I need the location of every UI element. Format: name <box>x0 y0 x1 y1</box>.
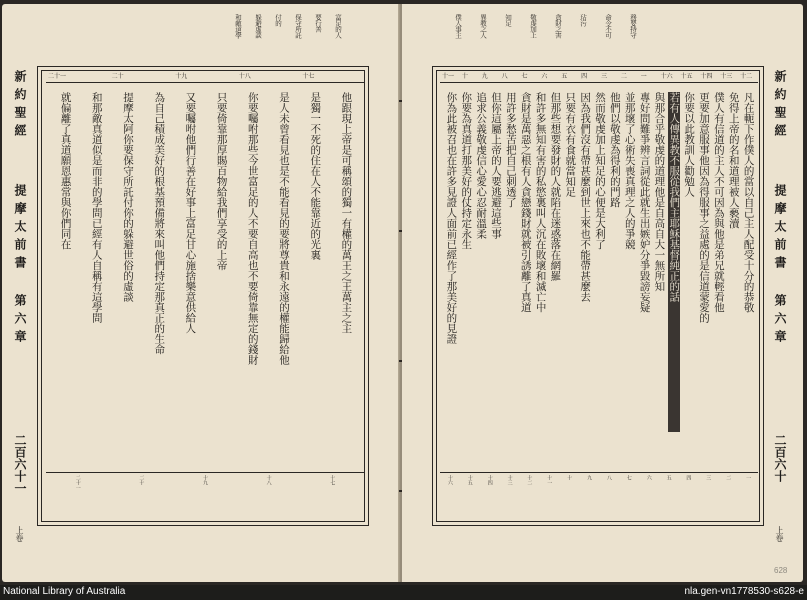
right-verse-number: 六 <box>541 73 548 80</box>
right-text-column: 免得上帝的名和道理被人褻瀆 <box>727 92 740 229</box>
left-text-column: 和那敵真道似是而非的學問已經有人自稱有這學問 <box>90 92 103 323</box>
right-verse-number: 十三 <box>720 73 733 80</box>
left-top-note: 保守所託 <box>294 14 302 38</box>
right-text-column: 你為此被召也在許多見證人面前已經作了那美好的見證 <box>445 92 458 344</box>
right-text-column: 並那壞了心術失喪真理之人的爭競 <box>623 92 636 250</box>
right-verse-number: 三 <box>601 73 608 80</box>
right-text-column: 追求公義敬虔信心愛心忍耐溫柔 <box>475 92 488 239</box>
left-chapter: 第六章 <box>13 294 27 348</box>
right-bottom-note: 十二 <box>526 475 533 485</box>
right-bottom-notes <box>440 472 758 523</box>
left-verse-number: 十七 <box>302 73 315 80</box>
left-top-note: 付的 <box>274 14 282 26</box>
right-text-column: 你要為真道打那美好的仗持定永生 <box>460 92 473 250</box>
left-bottom-note: 十九 <box>202 475 208 485</box>
right-bottom-note: 七 <box>625 475 632 480</box>
right-verse-number: 十五 <box>680 73 693 80</box>
left-top-note: 富足的人 <box>334 14 342 38</box>
left-text-column: 就偏離了真道願恩惠常與你們同在 <box>59 92 72 250</box>
footer-library-name: National Library of Australia <box>3 586 126 597</box>
right-bottom-note: 十六 <box>446 475 453 485</box>
right-verse-number: 七 <box>521 73 528 80</box>
right-verse-number: 十一 <box>442 73 455 80</box>
right-chapter: 第六章 <box>773 294 787 348</box>
right-bottom-note: 六 <box>645 475 652 480</box>
right-text-column: 與那合乎敬虔的道理他是自高自大一無所知 <box>653 92 666 292</box>
left-top-note: 要行善 <box>314 14 322 32</box>
right-verse-number: 八 <box>501 73 508 80</box>
left-verse-strip <box>46 70 364 83</box>
left-top-note: 躲避虛談 <box>254 14 262 38</box>
right-bottom-note: 十 <box>566 475 573 480</box>
left-bottom-note: 十七 <box>329 475 336 485</box>
right-bottom-note: 三 <box>705 475 712 480</box>
right-top-notes <box>452 14 652 62</box>
footer-bar <box>0 585 807 600</box>
left-text-column: 為自己積成美好的根基預備將來叫他們持定那真正的生命 <box>153 92 166 355</box>
right-top-note: 異教之人 <box>479 14 487 38</box>
left-text-column: 是獨一不死的住在人不能靠近的光裏 <box>309 92 322 260</box>
right-top-note: 僕人事主 <box>454 14 462 38</box>
right-verse-number: 十 <box>461 73 468 80</box>
pencil-mark: 628 <box>774 566 788 575</box>
left-text-column: 他跟現上帝是可稱頌的獨一有權的萬王之王萬主之主 <box>340 92 353 334</box>
right-text-column: 專好問難爭辨言詞從此就生出嫉妒分爭毀謗妄疑 <box>638 92 651 313</box>
left-bottom-note: 二十 <box>138 475 145 485</box>
right-top-note: 玷污 <box>579 14 587 26</box>
left-text-column: 你要囑咐那些今世富足的人不要自高也不要倚靠無定的錢財 <box>246 92 259 365</box>
right-bottom-note: 八 <box>605 475 612 480</box>
right-verse-number: 十六 <box>660 73 673 80</box>
right-text-column: 用許多愁苦把自己刺透了 <box>504 92 517 208</box>
right-top-note: 敬虔加上 <box>529 14 537 38</box>
right-verse-number: 十四 <box>700 73 713 80</box>
right-bottom-note: 十五 <box>466 475 473 485</box>
right-page-number: 二百六十 <box>773 434 787 482</box>
left-bottom-note: 十八 <box>265 475 272 485</box>
left-text-column: 是人未曾看見也是不能看見的要將尊貴和永遠的權能歸給他 <box>278 92 290 365</box>
left-verse-number: 二十一 <box>48 73 67 80</box>
right-bottom-note: 五 <box>665 475 672 480</box>
right-verse-strip <box>440 70 758 83</box>
right-volume: 上卷 <box>775 526 784 542</box>
right-bottom-note: 十一 <box>546 475 553 485</box>
right-top-note: 命令不可 <box>604 14 612 38</box>
right-top-note: 知足 <box>504 14 512 26</box>
right-text-column: 只要有衣有食就當知足 <box>564 92 577 197</box>
right-text-column: 你要以此教訓人勸勉人 <box>683 92 696 197</box>
right-verse-number: 十二 <box>740 73 753 80</box>
right-top-note: 貪財之害 <box>554 14 562 38</box>
left-text-column: 只要倚靠那厚賜百物給我們享受的上帝 <box>215 92 228 271</box>
right-bottom-note: 一 <box>745 475 752 480</box>
right-verse-number: 九 <box>481 73 488 80</box>
right-verse-number: 一 <box>640 73 647 80</box>
footer-identifier: nla.gen-vn1778530-s628-e <box>684 586 804 597</box>
right-verse-number: 二 <box>620 73 627 80</box>
right-bottom-note: 四 <box>685 475 692 480</box>
left-page <box>2 4 399 582</box>
right-text-column: 但那些想要發財的人就陷在迷惑落在網羅 <box>549 92 562 281</box>
right-text-column: 因為我們沒有帶甚麼到世上來也不能帶甚麼去 <box>579 92 592 302</box>
right-side-title: 新約聖經 <box>773 70 787 142</box>
left-text-column: 提摩太阿你要保守所託付你的躲避世俗的虛談 <box>122 92 134 302</box>
right-text-column: 僕人有信道的主人不可因為與他是弟兄就輕看他 <box>712 92 725 313</box>
right-text-column: 若有人傳異教不服從我們主耶穌基督純正的話 <box>668 92 680 432</box>
right-top-note: 務要持守 <box>629 14 637 38</box>
right-bottom-note: 十三 <box>506 475 513 485</box>
right-verse-number: 四 <box>581 73 588 80</box>
left-volume: 上卷 <box>15 526 24 542</box>
right-bottom-note: 十四 <box>486 475 493 485</box>
right-text-column: 更要加意服事他因為得服事之益處的是信道蒙愛的 <box>698 92 710 323</box>
right-page <box>402 4 803 582</box>
left-side-title: 新約聖經 <box>13 70 27 142</box>
right-text-column: 但你這屬上帝的人要逃避這些事 <box>490 92 502 239</box>
right-book-title: 提摩太前書 <box>773 184 787 274</box>
right-text-column: 他們以敬虔為得利的門路 <box>608 92 621 208</box>
right-text-column: 和許多無知有害的私慾裏叫人沉在敗壞和滅亡中 <box>534 92 547 313</box>
right-text-column: 然而敬虔加上知足的心便是大利了 <box>594 92 606 250</box>
left-bottom-note: 二十一 <box>74 475 81 490</box>
right-bottom-note: 九 <box>586 475 593 480</box>
left-top-note: 和敵道學 <box>234 14 242 38</box>
left-text-column: 又要囑咐他們行善在好事上富足甘心施捨樂意供給人 <box>184 92 197 334</box>
left-bottom-notes <box>46 472 364 523</box>
left-verse-number: 十八 <box>238 73 251 80</box>
right-text-column: 凡在軛下作僕人的當以自己主人配受十分的恭敬 <box>742 92 755 313</box>
left-page-number: 二百六十一 <box>13 434 27 494</box>
right-bottom-note: 二 <box>725 475 732 480</box>
left-top-notes <box>232 14 352 62</box>
left-verse-number: 十九 <box>175 73 188 80</box>
left-verse-number: 二十 <box>111 73 124 80</box>
right-text-column: 貪財是萬惡之根有人貪戀錢財就被引誘離了真道 <box>519 92 532 313</box>
right-verse-number: 五 <box>561 73 568 80</box>
left-book-title: 提摩太前書 <box>13 184 27 274</box>
